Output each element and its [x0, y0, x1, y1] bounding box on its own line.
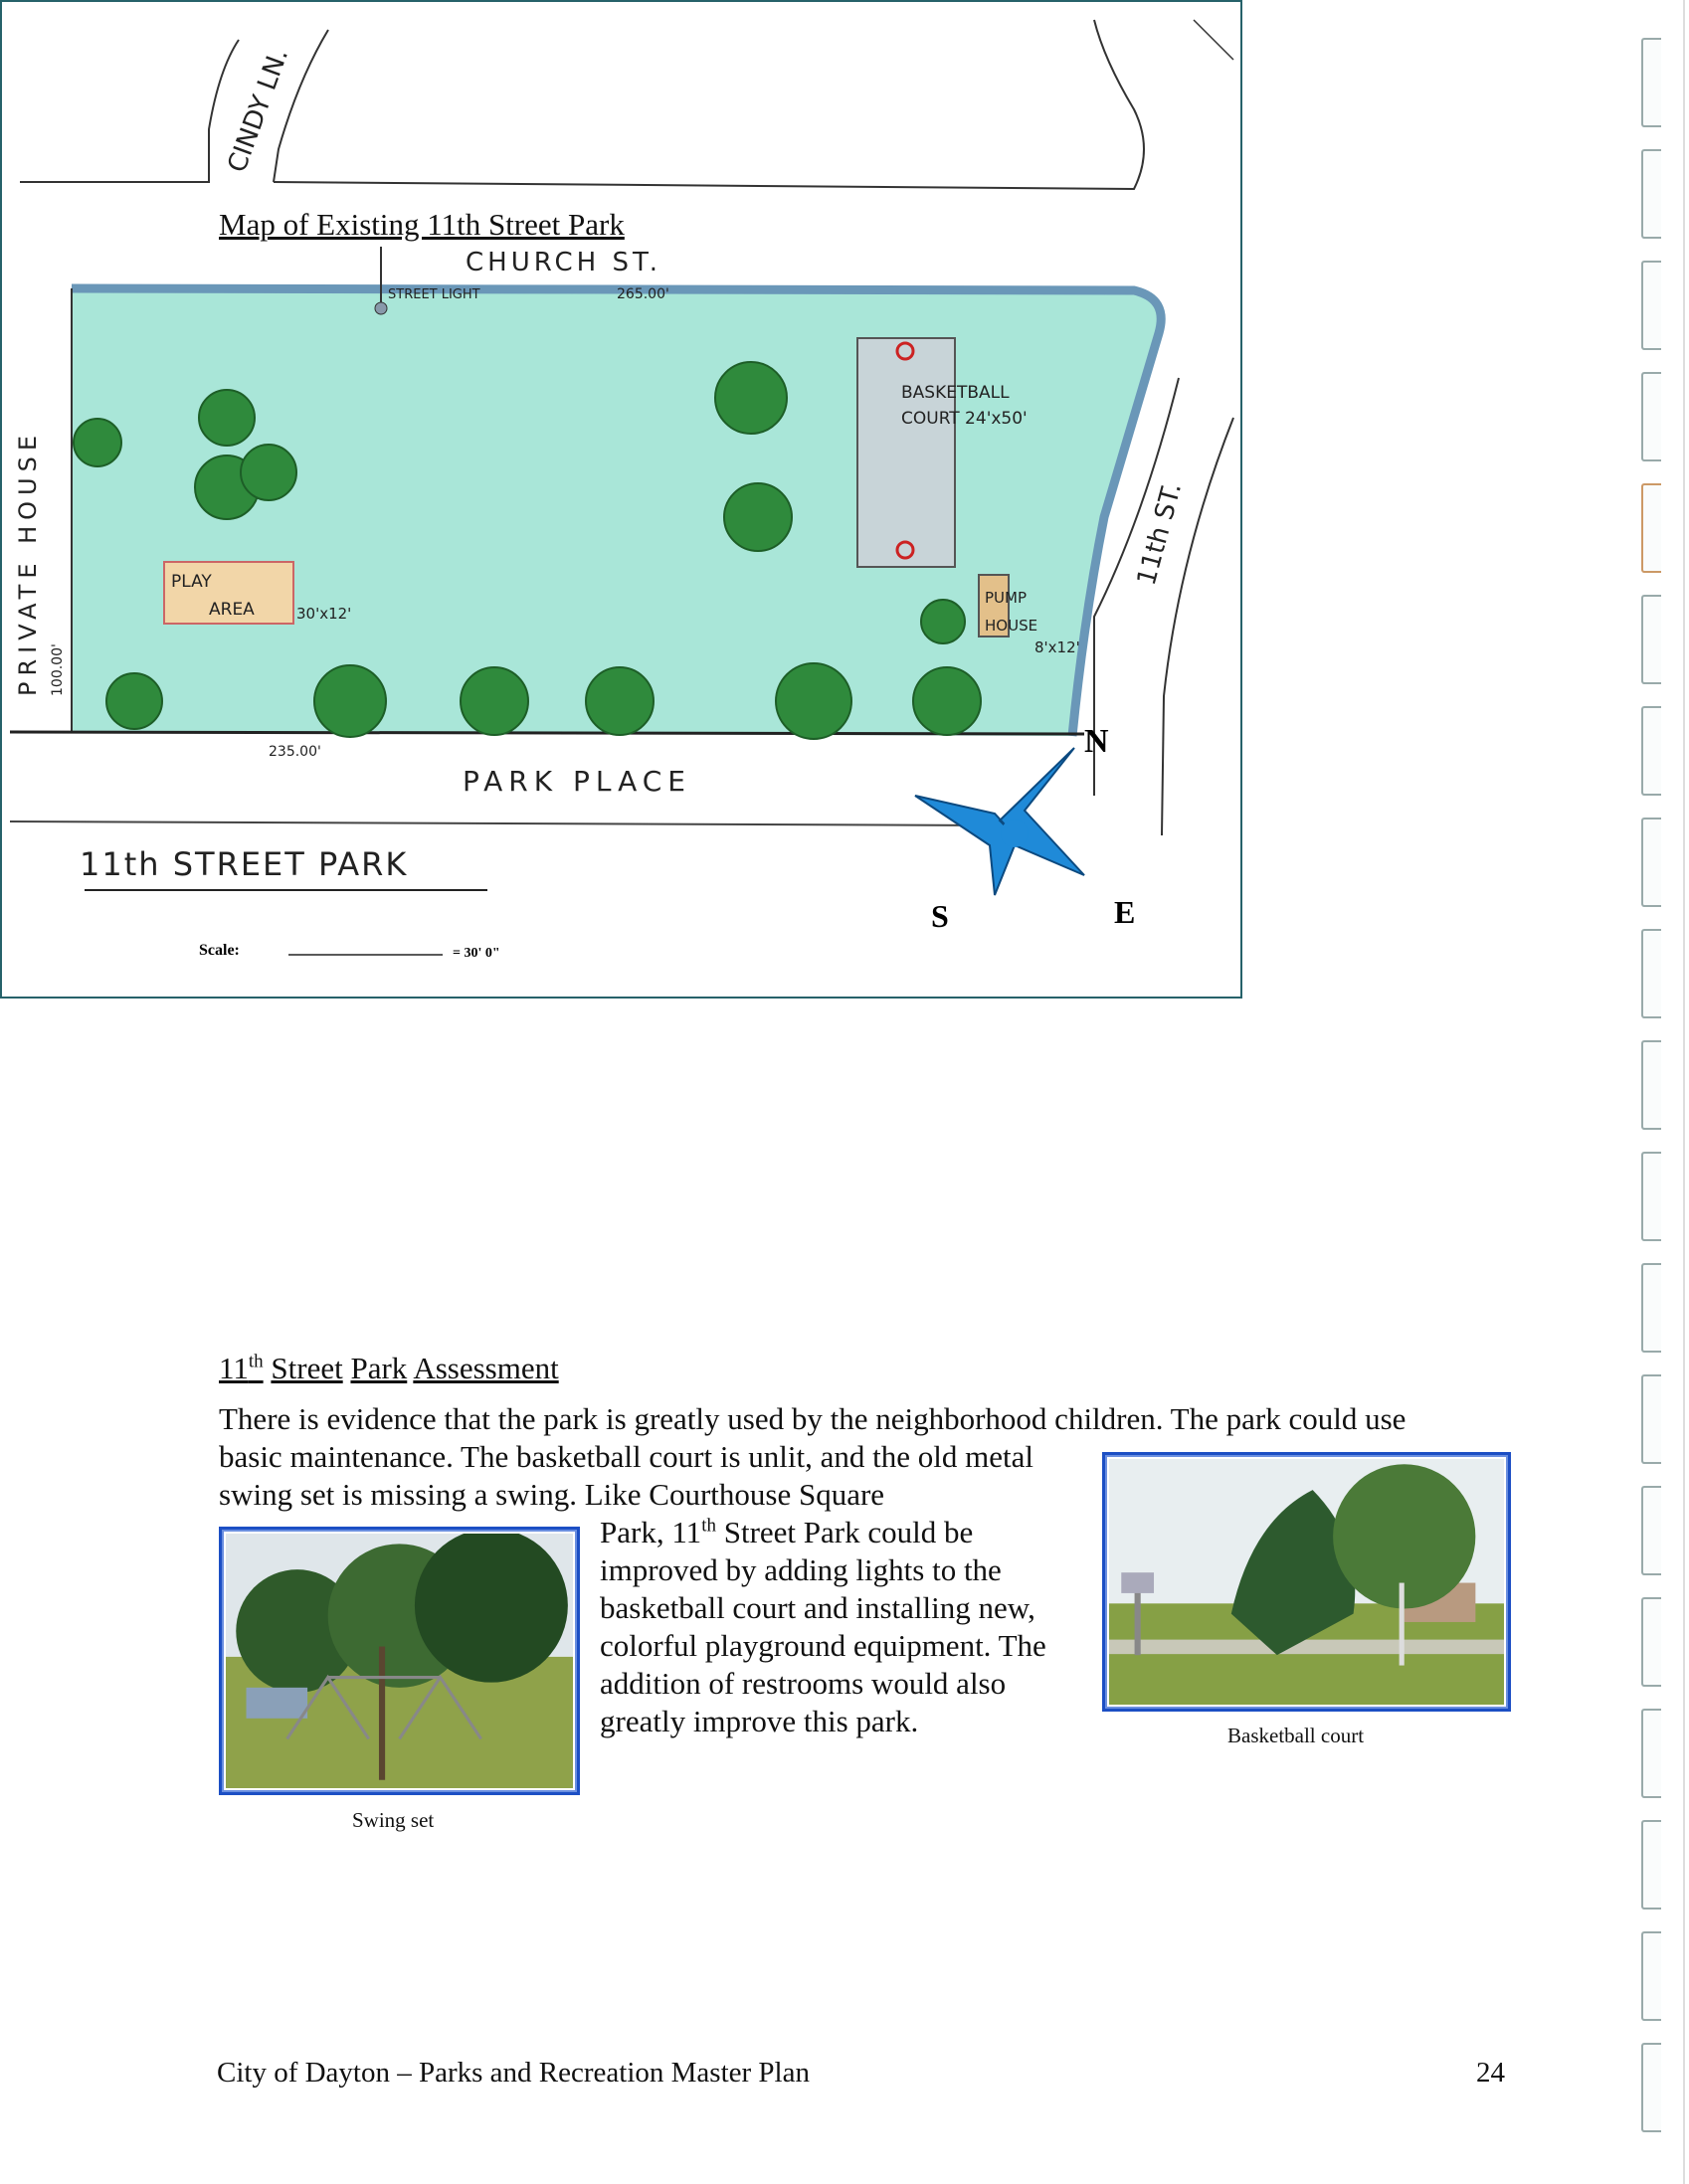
tree-icon [241, 445, 296, 500]
swing-set-caption: Swing set [352, 1808, 435, 1832]
scale-value: = 30' 0" [453, 946, 500, 961]
compass-rose-icon [915, 748, 1084, 895]
heading-word-assessment: Assessment [413, 1351, 559, 1385]
heading-word-park: Park [350, 1351, 408, 1385]
compass-north: N [1084, 723, 1109, 760]
basketball-court-photo [1102, 1452, 1511, 1712]
spiral-binding [1637, 0, 1689, 2184]
street-light-label: STREET LIGHT [388, 287, 480, 302]
assessment-paragraph-line1: There is evidence that the park is greatly used by the neighborhood children. The park could use [219, 1401, 1407, 1436]
pump-house-dimensions: 8'x12' [1034, 638, 1080, 656]
cindy-lane-label: CINDY LN. [222, 44, 295, 177]
basketball-court-caption: Basketball court [1227, 1724, 1365, 1747]
play-area-label: PLAY [171, 572, 212, 592]
swing-set-photo [219, 1527, 580, 1795]
tree-icon [74, 419, 121, 466]
tree-icon [776, 663, 851, 739]
park-map [0, 0, 1242, 999]
church-street-label: CHURCH ST. [466, 248, 662, 277]
park-length-label: 235.00' [269, 744, 321, 760]
tree-icon [314, 665, 386, 737]
tree-icon [715, 362, 787, 434]
pump-house-label: PUMP [985, 589, 1028, 607]
play-area-dimensions: 30'x12' [296, 605, 352, 623]
para-right-rest: Street Park could be improved by adding lights to the basketball court and installing new, colorful playground equipment. The addition of restrooms would also greatly improve this park. [600, 1515, 1046, 1738]
tree-icon [724, 483, 792, 551]
cindy-lane-west-edge [20, 40, 239, 182]
tree-icon [461, 667, 528, 735]
private-house-label: PRIVATE HOUSE [14, 429, 42, 696]
para-right-superscript: th [701, 1515, 716, 1537]
assessment-paragraph-left [219, 1438, 1054, 1514]
park-place-label: PARK PLACE [463, 765, 691, 798]
footer-title: City of Dayton – Parks and Recreation Master Plan [217, 2057, 810, 2089]
heading-superscript: th [248, 1351, 264, 1372]
map-title: Map of Existing 11th Street Park [219, 207, 625, 242]
scale-label: Scale: [199, 942, 240, 959]
park-place-edge [10, 732, 1084, 734]
tree-icon [913, 667, 981, 735]
page-number: 24 [1476, 2057, 1505, 2089]
assessment-heading [219, 1351, 559, 1386]
church-street-north-edge [274, 20, 1144, 189]
court-label-2: COURT 24'x50' [901, 409, 1028, 429]
assessment-paragraph-left-text: basic maintenance. The basketball court is unlit, and the old metal swing set is missing a swing. Like Courthouse Square [219, 1439, 1033, 1512]
tree-icon [199, 390, 255, 446]
pump-house-label-2: HOUSE [985, 617, 1038, 635]
heading-number: 11 [219, 1351, 249, 1385]
assessment-paragraph-right [600, 1514, 1087, 1740]
park-name-label: 11th STREET PARK [80, 845, 409, 883]
eleventh-street-label: 11th ST. [1131, 479, 1189, 589]
para-right-start: Park, 11 [600, 1515, 702, 1549]
tree-icon [106, 673, 162, 729]
court-label: BASKETBALL [901, 383, 1010, 403]
side-length-label: 100.00' [50, 643, 66, 696]
play-area-label-2: AREA [209, 600, 255, 620]
heading-word-street: Street [271, 1351, 343, 1385]
compass-east: E [1114, 894, 1136, 930]
church-length-label: 265.00' [617, 286, 669, 302]
compass-south: S [931, 898, 949, 934]
park-map-drawing [0, 0, 1238, 995]
tree-icon [586, 667, 654, 735]
tree-icon [921, 600, 965, 643]
basketball-court [857, 338, 955, 567]
